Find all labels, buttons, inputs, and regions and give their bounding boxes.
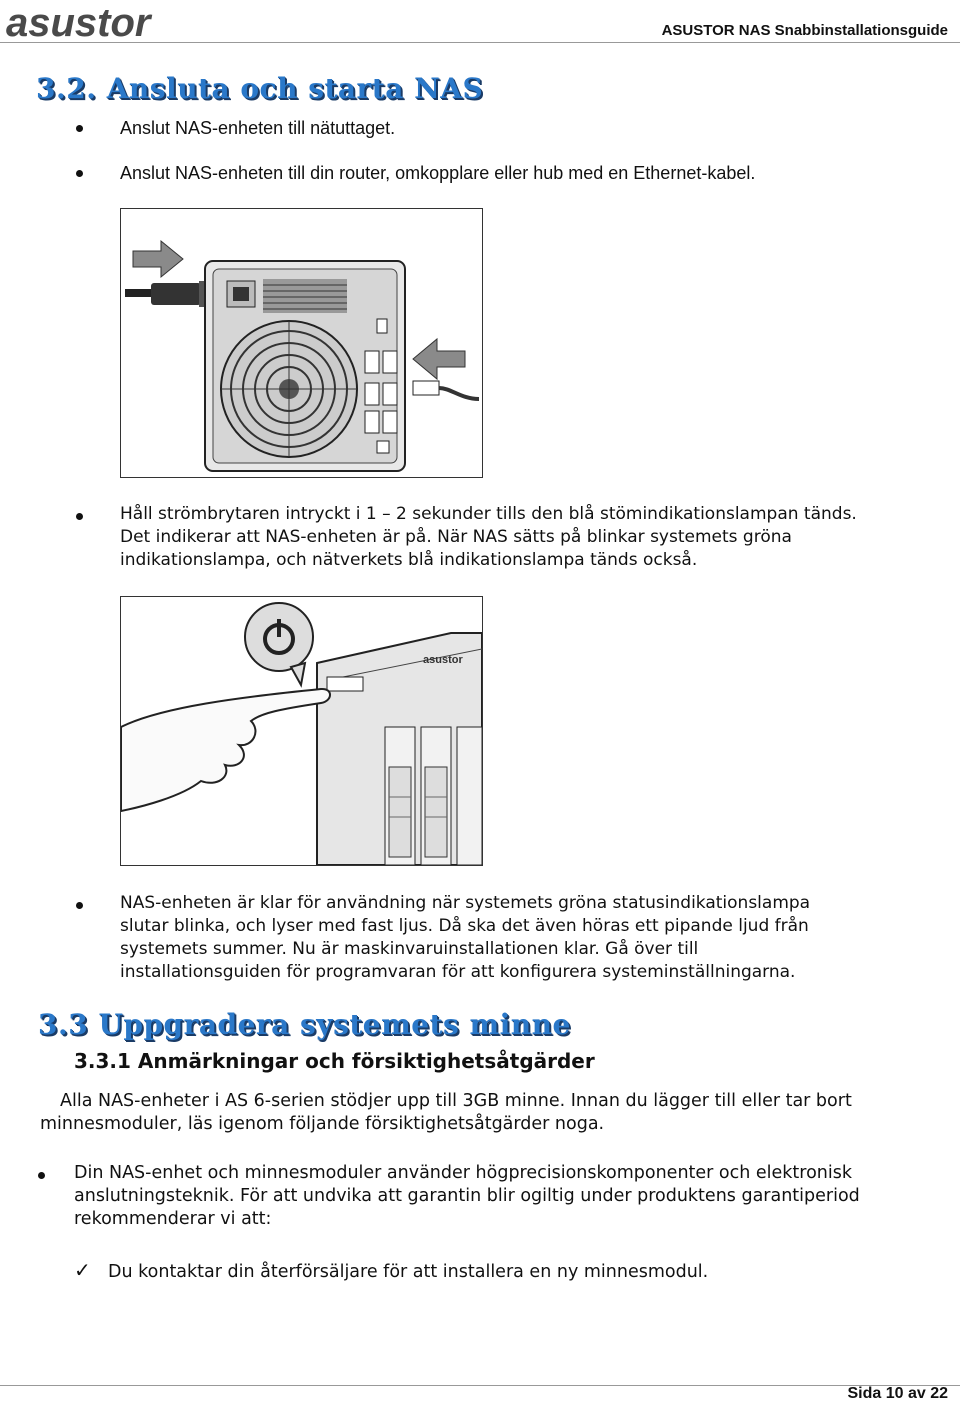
svg-text:asustor: asustor xyxy=(6,2,151,42)
bullet-text: Anslut NAS-enheten till din router, omkopplare eller hub med en Ethernet-kabel. xyxy=(120,163,756,183)
document-title: ASUSTOR NAS Snabbinstallationsguide xyxy=(661,22,948,39)
bullet-text-line: Håll strömbrytaren intryckt i 1 – 2 sekunder tills den blå stömindikationslampan tänds. xyxy=(120,504,857,524)
section-title-3-2: 3.2. Ansluta och starta NAS xyxy=(36,72,484,105)
bullet-text-line: Din NAS-enhet och minnesmoduler använder högprecisionskomponenter och elektronisk xyxy=(74,1163,853,1183)
svg-text:asustor: asustor xyxy=(423,654,463,666)
power-button-illustration xyxy=(120,596,483,866)
bullet-icon xyxy=(76,125,83,132)
intro-text-line: minnesmoduler, läs igenom följande försiktighetsåtgärder noga. xyxy=(40,1114,605,1134)
bullet-text-line: slutar blinka, och lyser med fast ljus. Då ska det även höras ett pipande ljud från xyxy=(120,916,809,936)
checkmark-icon: ✓ xyxy=(74,1258,91,1282)
subsection-title-3-3-1: 3.3.1 Anmärkningar och försiktighetsåtgärder xyxy=(74,1049,595,1073)
bullet-icon xyxy=(76,513,83,520)
intro-text-line: Alla NAS-enheter i AS 6-serien stödjer upp till 3GB minne. Innan du lägger till eller tar bort xyxy=(60,1091,852,1111)
check-item-text: Du kontaktar din återförsäljare för att installera en ny minnesmodul. xyxy=(108,1262,709,1282)
bullet-icon xyxy=(76,902,83,909)
bullet-text-line: NAS-enheten är klar för användning när systemets gröna statusindikationslampa xyxy=(120,893,811,913)
section-title-3-3: 3.3 Uppgradera systemets minne xyxy=(38,1008,571,1041)
bullet-text-line: systemets summer. Nu är maskinvaruinstallationen klar. Gå över till xyxy=(120,939,699,959)
header-divider xyxy=(0,42,960,43)
bullet-icon xyxy=(76,170,83,177)
asustor-logo xyxy=(6,2,206,42)
bullet-text-line: indikationslampa, och nätverkets blå indikationslampa tänds också. xyxy=(120,550,698,570)
bullet-icon xyxy=(38,1172,45,1179)
bullet-text-line: rekommenderar vi att: xyxy=(74,1209,272,1229)
footer-divider xyxy=(0,1385,960,1386)
page-number: Sida 10 av 22 xyxy=(847,1385,948,1402)
bullet-text-line: Det indikerar att NAS-enheten är på. När NAS sätts på blinkar systemets gröna xyxy=(120,527,792,547)
bullet-text-line: anslutningsteknik. För att undvika att garantin blir ogiltig under produktens garantiperiod xyxy=(74,1186,860,1206)
nas-rear-illustration xyxy=(120,208,483,478)
bullet-text: Anslut NAS-enheten till nätuttaget. xyxy=(120,118,396,138)
bullet-text-line: installationsguiden för programvaran för att konfigurera systeminställningarna. xyxy=(120,962,796,982)
